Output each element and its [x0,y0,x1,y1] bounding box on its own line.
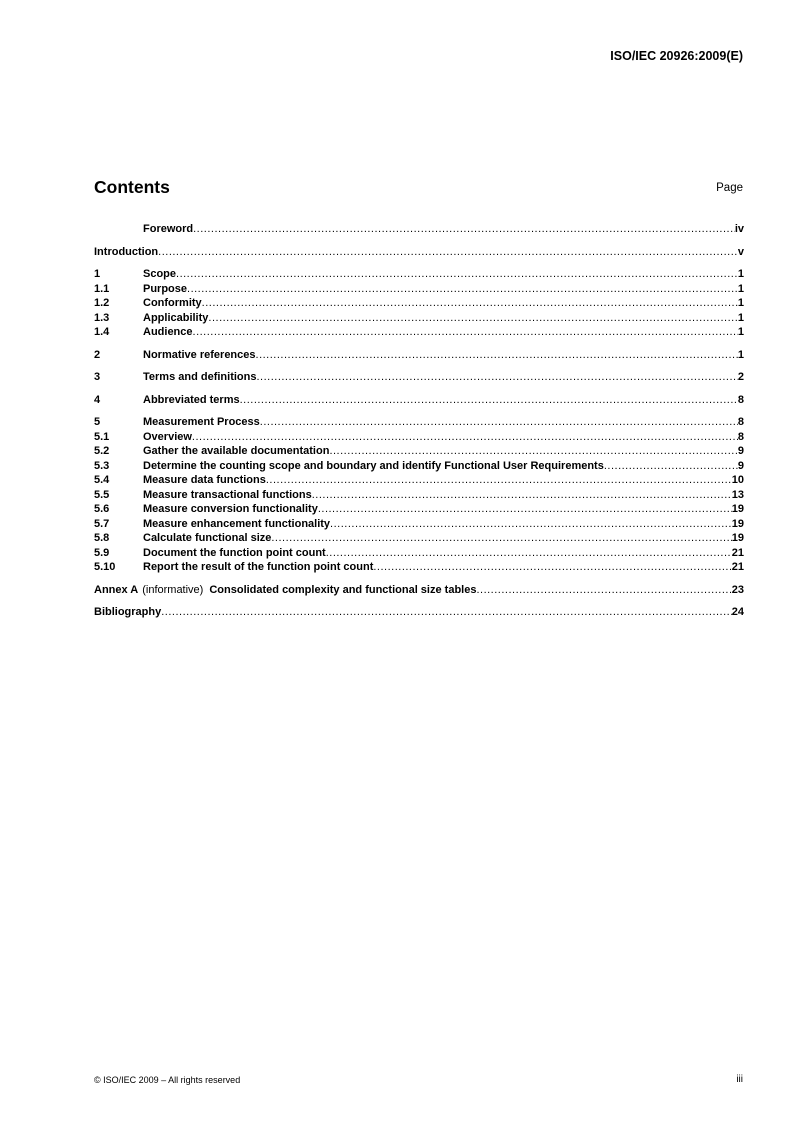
toc-entry-number: 5.10 [94,561,116,573]
copyright-notice: © ISO/IEC 2009 – All rights reserved [94,1075,241,1085]
toc-entry-title: Normative references [143,348,256,361]
toc-entry-page: 8 [737,393,744,406]
toc-entry-page: 19 [731,532,744,544]
toc-entry-title: Introduction [94,245,159,258]
toc-dot-leader [176,267,738,282]
toc-entry-page: 1 [737,326,744,338]
toc-entry[interactable] [94,560,744,575]
toc-entry-title: Terms and definitions [143,371,257,383]
table-of-contents [94,222,744,620]
toc-entry-number: 5 [94,416,101,428]
toc-entry-title: Measure enhancement functionality [143,517,331,530]
toc-entry-title: Applicability [143,311,209,324]
toc-dot-leader [476,583,731,598]
toc-entry-page: 1 [737,282,744,295]
toc-entry-number: 5.8 [94,532,110,544]
toc-dot-leader [604,459,738,474]
toc-entry-title: Determine the counting scope and boundary and identify Functional User Requirements [143,459,604,472]
annex-title: Consolidated complexity and functional size tables [209,583,477,596]
toc-entry[interactable] [94,517,744,532]
toc-dot-leader [256,348,738,363]
toc-entry-title: Purpose [143,282,188,295]
toc-entry[interactable] [94,459,744,474]
toc-dot-leader [192,430,738,445]
toc-entry[interactable] [94,531,744,546]
toc-entry-number: 5.1 [94,430,110,443]
toc-entry-number: 1.4 [94,326,110,338]
toc-dot-leader [193,325,738,340]
toc-entry-page: 1 [737,311,744,324]
toc-dot-leader [256,370,737,385]
toc-entry-number: 5.3 [94,459,110,472]
toc-entry-number: 4 [94,393,101,406]
toc-entry[interactable] [94,488,744,503]
toc-entry[interactable] [94,546,744,561]
toc-entry-page: 8 [737,430,744,443]
toc-dot-leader [161,605,732,620]
toc-dot-leader [330,517,732,532]
toc-entry-number: 5.4 [94,474,110,486]
toc-entry-number: 3 [94,371,101,383]
toc-entry-annex[interactable] [94,583,744,598]
toc-entry-title: Document the function point count [143,546,326,559]
toc-dot-leader [260,415,738,430]
toc-dot-leader [373,560,731,575]
annex-label: Annex A [94,583,139,596]
toc-entry[interactable] [94,430,744,445]
toc-entry-title: Foreword [143,223,194,235]
toc-entry-number: 1.2 [94,297,110,309]
toc-entry-title: Conformity [143,297,202,309]
toc-entry[interactable] [94,415,744,430]
toc-entry-title: Gather the available documentation [143,445,330,457]
page-number: iii [736,1074,743,1085]
toc-dot-leader [158,245,738,260]
toc-entry-number: 5.6 [94,503,110,515]
toc-entry-page: 24 [731,606,744,618]
toc-entry-number: 5.7 [94,517,110,530]
toc-entry[interactable] [94,370,744,385]
toc-entry-title: Overview [143,430,192,443]
toc-entry-page: 8 [737,416,744,428]
toc-entry-title: Report the result of the function point count [143,561,374,573]
toc-entry-number: 5.5 [94,488,110,501]
toc-entry-page: iv [734,223,744,235]
toc-entry-page: 13 [731,488,744,501]
toc-entry-title: Scope [143,268,177,280]
page-column-heading: Page [716,182,743,194]
toc-dot-leader [329,444,737,459]
toc-entry[interactable] [94,245,744,260]
toc-entry[interactable] [94,267,744,282]
toc-entry-title: Measure data functions [143,474,266,486]
toc-entry-number: 1 [94,268,101,280]
toc-entry-page: 21 [731,561,744,573]
toc-entry[interactable] [94,502,744,517]
toc-entry[interactable] [94,282,744,297]
toc-entry-page: 1 [737,268,744,280]
toc-dot-leader [318,502,732,517]
toc-entry-page: 1 [737,297,744,309]
contents-title: Contents [94,177,170,197]
toc-entry-number: 1.3 [94,311,110,324]
toc-entry-page: 9 [737,459,744,472]
toc-entry-title: Audience [143,326,193,338]
toc-dot-leader [326,546,732,561]
toc-entry-title: Measure conversion functionality [143,503,318,515]
toc-entry-title: Measure transactional functions [143,488,312,501]
toc-entry-number: 2 [94,348,101,361]
toc-entry-page: 2 [737,371,744,383]
toc-dot-leader [208,311,737,326]
toc-entry[interactable] [94,325,744,340]
document-id: ISO/IEC 20926:2009(E) [610,49,743,63]
toc-dot-leader [240,393,738,408]
toc-entry[interactable] [94,348,744,363]
annex-type: (informative) [142,583,204,596]
toc-entry-title: Abbreviated terms [143,393,240,406]
toc-entry[interactable] [94,393,744,408]
toc-dot-leader [187,282,738,297]
toc-entry-number: 1.1 [94,282,110,295]
toc-dot-leader [202,296,738,311]
toc-entry-title: Measurement Process [143,416,260,428]
toc-entry-page: 21 [731,546,744,559]
toc-entry-number: 5.9 [94,546,110,559]
toc-entry[interactable] [94,296,744,311]
toc-entry-page: v [737,245,744,258]
toc-entry-page: 9 [737,445,744,457]
toc-entry-page: 19 [731,517,744,530]
toc-dot-leader [266,473,732,488]
toc-entry-bibliography[interactable] [94,605,744,620]
toc-dot-leader [193,222,735,237]
toc-dot-leader [271,531,731,546]
toc-entry-page: 19 [731,503,744,515]
toc-entry[interactable] [94,473,744,488]
toc-dot-leader [312,488,732,503]
toc-entry[interactable] [94,222,744,237]
toc-entry-title: Calculate functional size [143,532,272,544]
toc-entry-title: Bibliography [94,606,162,618]
toc-entry-page: 1 [737,348,744,361]
toc-entry-number: 5.2 [94,445,110,457]
toc-entry[interactable] [94,444,744,459]
toc-entry-page: 10 [731,474,744,486]
toc-entry-page: 23 [731,583,744,596]
toc-entry[interactable] [94,311,744,326]
